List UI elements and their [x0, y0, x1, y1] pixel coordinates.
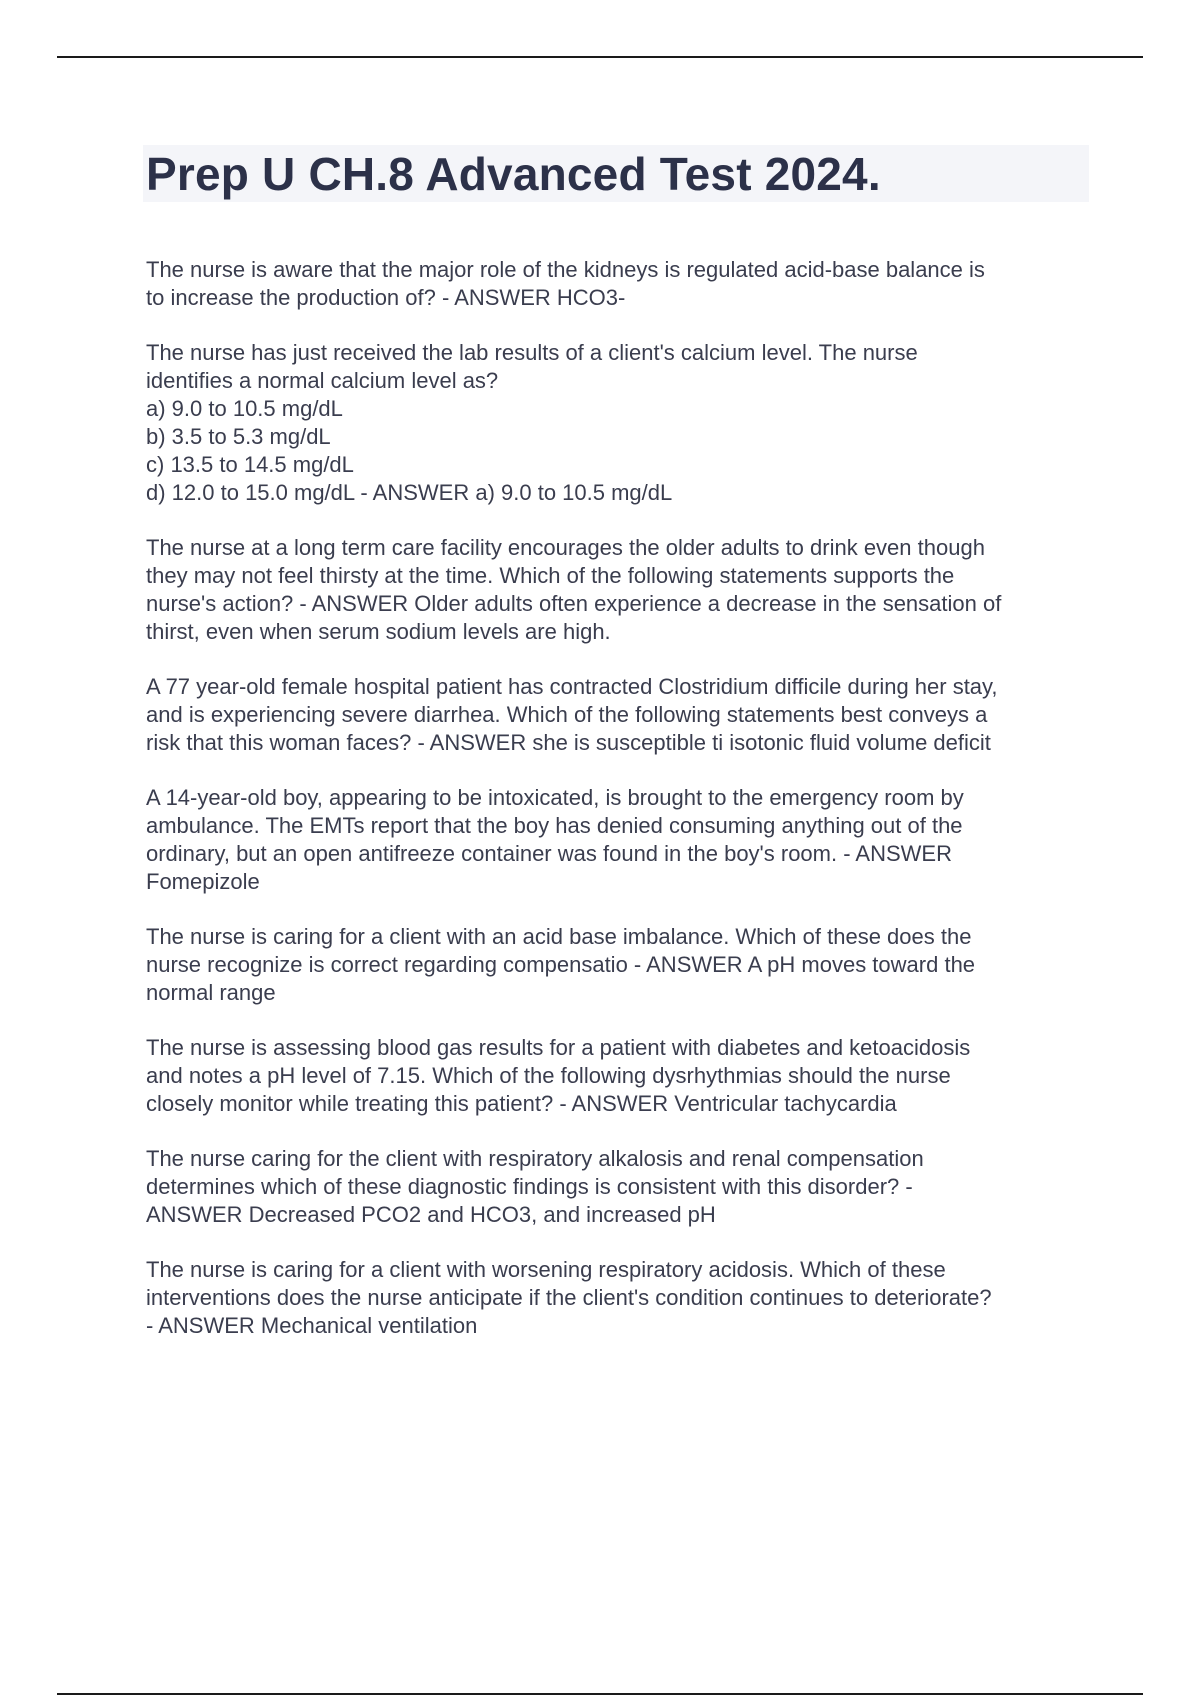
qa-line: and notes a pH level of 7.15. Which of the following dysrhythmias should the nurse	[146, 1063, 951, 1088]
qa-line: c) 13.5 to 14.5 mg/dL	[146, 452, 354, 477]
qa-line: A 14-year-old boy, appearing to be intoxicated, is brought to the emergency room by	[146, 785, 964, 810]
top-rule	[57, 56, 1143, 58]
qa-line: to increase the production of? - ANSWER HCO3-	[146, 285, 626, 310]
qa-item	[146, 1145, 1096, 1229]
qa-line: thirst, even when serum sodium levels are high.	[146, 619, 611, 644]
qa-line: determines which of these diagnostic findings is consistent with this disorder? -	[146, 1174, 913, 1199]
qa-line: - ANSWER Mechanical ventilation	[146, 1313, 478, 1338]
qa-line: The nurse has just received the lab results of a client's calcium level. The nurse	[146, 340, 918, 365]
qa-line: normal range	[146, 980, 276, 1005]
qa-item	[146, 1256, 1096, 1340]
qa-line: The nurse is aware that the major role of the kidneys is regulated acid-base balance is	[146, 257, 985, 282]
bottom-rule	[57, 1693, 1143, 1695]
qa-line: risk that this woman faces? - ANSWER she is susceptible ti isotonic fluid volume deficit	[146, 730, 991, 755]
qa-line: The nurse is assessing blood gas results for a patient with diabetes and ketoacidosis	[146, 1035, 971, 1060]
qa-line: ordinary, but an open antifreeze container was found in the boy's room. - ANSWER	[146, 841, 952, 866]
qa-line: nurse's action? - ANSWER Older adults often experience a decrease in the sensation of	[146, 591, 1002, 616]
qa-item	[146, 256, 1096, 312]
qa-list	[146, 256, 1096, 1367]
qa-line: A 77 year-old female hospital patient has contracted Clostridium difficile during her stay,	[146, 674, 998, 699]
qa-line: they may not feel thirsty at the time. Which of the following statements supports the	[146, 563, 955, 588]
qa-line: nurse recognize is correct regarding compensatio - ANSWER A pH moves toward the	[146, 952, 976, 977]
qa-line: The nurse is caring for a client with an acid base imbalance. Which of these does the	[146, 924, 972, 949]
qa-item	[146, 534, 1096, 646]
qa-line: d) 12.0 to 15.0 mg/dL - ANSWER a) 9.0 to 10.5 mg/dL	[146, 480, 673, 505]
qa-line: The nurse is caring for a client with worsening respiratory acidosis. Which of these	[146, 1257, 946, 1282]
qa-line: identifies a normal calcium level as?	[146, 368, 499, 393]
qa-line: Fomepizole	[146, 869, 260, 894]
qa-line: a) 9.0 to 10.5 mg/dL	[146, 396, 343, 421]
qa-item	[146, 1034, 1096, 1118]
qa-line: b) 3.5 to 5.3 mg/dL	[146, 424, 331, 449]
qa-line: ambulance. The EMTs report that the boy has denied consuming anything out of the	[146, 813, 963, 838]
page-title: Prep U CH.8 Advanced Test 2024.	[146, 148, 881, 200]
qa-item	[146, 673, 1096, 757]
qa-item	[146, 923, 1096, 1007]
qa-line: and is experiencing severe diarrhea. Which of the following statements best conveys a	[146, 702, 988, 727]
qa-item	[146, 339, 1096, 507]
qa-line: The nurse at a long term care facility encourages the older adults to drink even though	[146, 535, 985, 560]
qa-item	[146, 784, 1096, 896]
qa-line: ANSWER Decreased PCO2 and HCO3, and increased pH	[146, 1202, 716, 1227]
qa-line: The nurse caring for the client with respiratory alkalosis and renal compensation	[146, 1146, 924, 1171]
qa-line: closely monitor while treating this patient? - ANSWER Ventricular tachycardia	[146, 1091, 897, 1116]
qa-line: interventions does the nurse anticipate if the client's condition continues to deteriorate?	[146, 1285, 992, 1310]
